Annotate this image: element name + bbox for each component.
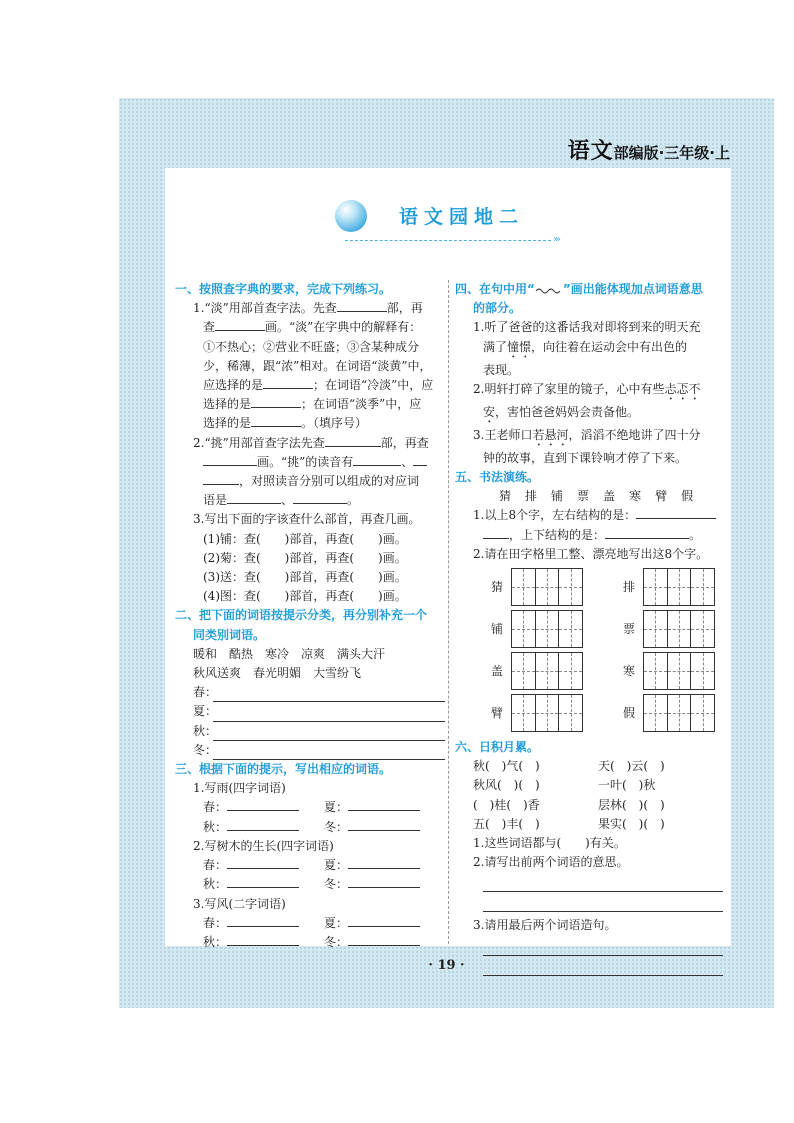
tianzige-grid[interactable] <box>643 652 715 690</box>
tianzige-grid[interactable] <box>511 694 583 732</box>
season-label: 秋： <box>193 723 218 738</box>
answer-blank[interactable] <box>353 453 401 466</box>
s4-q1-text: 表现。 <box>483 362 520 377</box>
grid-char-label: 臂 <box>491 706 504 721</box>
right-column <box>455 280 723 976</box>
answer-blank[interactable] <box>348 933 420 946</box>
season-label: 夏： <box>193 704 218 719</box>
section-1-heading: 一、按照查字典的要求，完成下列练习。 <box>175 282 392 296</box>
wavy-line-icon <box>535 286 563 294</box>
dotted-word: 安 <box>483 404 496 419</box>
grid-char-label: 排 <box>623 580 636 595</box>
s4-q2-text: 2.明轩打碎了家里的镜子，心中有些 <box>473 381 665 396</box>
dotted-word: 若悬河 <box>532 427 569 442</box>
practice-char: 排 <box>525 489 538 504</box>
section-4-heading <box>455 280 723 299</box>
ball-icon <box>335 200 367 232</box>
season-label: 夏： <box>324 800 349 815</box>
s1-q2-text: 、 <box>281 493 294 508</box>
book-header <box>568 134 730 165</box>
practice-char: 寒 <box>629 489 642 504</box>
s4-q1-text: 1.听了爸爸的这番话我对即将到来的明天充 <box>473 320 701 335</box>
s4-heading-text: 四、在句中用“ <box>455 282 535 296</box>
s6-q2: 2.请写出前两个词语的意思。 <box>473 855 629 870</box>
season-label: 冬： <box>193 742 218 757</box>
s1-q3-item: (1)铺：查( )部首，再查( )画。 <box>203 531 407 546</box>
s5-q1-text: ，上下结构的是： <box>509 527 606 542</box>
s4-q3-text: 3.王老师口 <box>473 427 533 442</box>
answer-blank[interactable] <box>293 491 347 504</box>
answer-blank[interactable] <box>227 798 299 811</box>
s1-q2-text: 。 <box>347 493 360 508</box>
answer-blank[interactable] <box>227 818 299 831</box>
idiom-blank: 秋风( )( ) <box>473 778 540 793</box>
answer-line[interactable] <box>213 704 445 722</box>
practice-char: 臂 <box>655 489 668 504</box>
page-title: 语文园地二 <box>399 206 525 228</box>
dotted-word: 忐忑不 <box>664 381 701 396</box>
grid-char-label: 铺 <box>491 622 504 637</box>
s6-q3: 3.请用最后两个词语造句。 <box>473 918 617 933</box>
s1-q1-text: 。（填序号） <box>301 416 368 431</box>
s1-q3 <box>175 510 445 606</box>
answer-line[interactable] <box>483 892 723 912</box>
tianzige-row <box>455 566 723 608</box>
answer-line[interactable] <box>483 936 723 956</box>
answer-blank[interactable] <box>337 299 387 312</box>
season-label: 春： <box>203 800 228 815</box>
header-subject: 语文 <box>567 139 614 164</box>
season-label: 夏： <box>324 858 349 873</box>
tianzige-grid[interactable] <box>643 568 715 606</box>
title-underline <box>345 240 551 241</box>
s1-q2-text: 语是 <box>203 493 228 508</box>
answer-blank[interactable] <box>605 526 689 539</box>
s4-q1 <box>455 318 723 379</box>
section-3-heading: 三、根据下面的提示，写出相应的词语。 <box>175 762 392 777</box>
answer-line[interactable] <box>213 742 445 760</box>
answer-blank[interactable] <box>227 491 281 504</box>
idiom-blank: 果实( )( ) <box>598 816 665 831</box>
tianzige-row <box>455 608 723 650</box>
left-column <box>175 280 445 952</box>
s1-q1-text: 选择的是 <box>203 416 252 431</box>
s1-q2 <box>175 434 445 511</box>
answer-line[interactable] <box>213 684 445 702</box>
s1-q2-text: 部，再查 <box>380 435 429 450</box>
s2-word-list: 秋风送爽 春光明媚 大雪纷飞 <box>193 666 362 681</box>
s1-q3-intro: 3.写出下面的字该查什么部首，再查几画。 <box>193 512 421 527</box>
title-block <box>335 198 575 248</box>
s1-q2-text: 、 <box>401 454 414 469</box>
s1-q2-text: 2.“挑”用部首查字法先查 <box>193 435 325 450</box>
grid-char-label: 猜 <box>491 580 504 595</box>
s1-q1-text: 选择的是 <box>203 397 252 412</box>
section-4-heading-cont: 的部分。 <box>473 301 522 316</box>
s3-group-1 <box>175 779 445 837</box>
idiom-blank: ( )桂( )香 <box>473 797 540 812</box>
s5-q2: 2.请在田字格里工整、漂亮地写出这8个字。 <box>473 546 709 561</box>
practice-char: 假 <box>681 489 694 504</box>
dotted-word: 憧憬 <box>507 339 532 354</box>
grid-char-label: 盖 <box>491 664 504 679</box>
idiom-blank: 五( )丰( ) <box>473 816 540 831</box>
answer-blank[interactable] <box>413 453 427 466</box>
content-panel <box>165 168 731 949</box>
s3-group-label: 3.写风(二字词语) <box>193 896 286 911</box>
s1-q1-text: 画。“淡”在字典中的解释有： <box>265 320 422 335</box>
practice-char: 票 <box>577 489 590 504</box>
season-label: 冬： <box>324 934 349 949</box>
answer-blank[interactable] <box>325 434 381 447</box>
s1-q1-text: 1.“淡”用部首查字法。先查 <box>193 301 337 316</box>
s1-q1-text: ；在词语“冷淡”中，应 <box>313 378 434 393</box>
season-label: 冬： <box>324 819 349 834</box>
section-2-heading: 二、把下面的词语按提示分类，再分别补充一个 <box>175 608 428 623</box>
answer-blank[interactable] <box>251 414 301 427</box>
answer-blank[interactable] <box>348 818 420 831</box>
season-label: 春： <box>193 685 218 700</box>
practice-char: 猜 <box>499 489 512 504</box>
answer-line[interactable] <box>483 872 723 892</box>
arrow-icon: ››› <box>553 234 559 245</box>
season-label: 秋： <box>203 819 228 834</box>
season-label: 春： <box>203 858 228 873</box>
section-2-heading-cont: 同类别词语。 <box>193 627 266 642</box>
answer-blank[interactable] <box>348 914 420 927</box>
s4-q2-text: ，害怕爸爸妈妈会责备他。 <box>495 404 640 419</box>
section-5-heading: 五、书法演练。 <box>455 470 540 485</box>
s4-heading-text: ”画出能体现加点词语意思 <box>562 282 703 296</box>
s2-word-list: 暖和 酷热 寒冷 凉爽 满头大汗 <box>193 646 386 661</box>
answer-blank[interactable] <box>203 472 239 485</box>
s1-q1-text: 少，稀薄，跟“浓”相对。在词语“淡黄”中， <box>203 358 432 373</box>
answer-blank[interactable] <box>348 856 420 869</box>
s4-q3-text: 钟的故事，直到下课铃响才停了下来。 <box>483 450 688 465</box>
s3-group-2 <box>175 837 445 895</box>
idiom-blank: 天( )云( ) <box>598 759 665 774</box>
s1-q2-text: 画。“挑”的读音有 <box>257 454 354 469</box>
s1-q1-text: 应选择的是 <box>203 378 264 393</box>
answer-blank[interactable] <box>636 506 716 519</box>
s5-q1-text: 1.以上8个字，左右结构的是： <box>473 508 637 523</box>
practice-char: 铺 <box>551 489 564 504</box>
answer-blank[interactable] <box>251 395 301 408</box>
tianzige-grid[interactable] <box>643 694 715 732</box>
s1-q1-text: ；在词语“淡季”中，应 <box>301 397 422 412</box>
s6-q1: 1.这些词语都与( )有关。 <box>473 836 626 851</box>
season-label: 秋： <box>203 934 228 949</box>
tianzige-grid[interactable] <box>643 610 715 648</box>
answer-blank[interactable] <box>227 856 299 869</box>
answer-blank[interactable] <box>227 914 299 927</box>
answer-blank[interactable] <box>227 875 299 888</box>
s3-group-3 <box>175 895 445 953</box>
season-label: 冬： <box>324 877 349 892</box>
tianzige-row <box>455 650 723 692</box>
s1-q1 <box>175 299 445 433</box>
s1-q2-text: ，对照读音分别可以组成的对应词 <box>239 474 420 489</box>
grid-char-label: 票 <box>623 622 636 637</box>
answer-blank[interactable] <box>263 376 313 389</box>
answer-blank[interactable] <box>483 526 509 539</box>
page-number: · 19 · <box>428 958 465 973</box>
answer-blank[interactable] <box>215 318 265 331</box>
page-frame <box>119 98 774 1008</box>
season-label: 秋： <box>203 877 228 892</box>
s1-q3-item: (3)送：查( )部首，再查( )画。 <box>203 570 407 585</box>
tianzige-grid[interactable] <box>511 568 583 606</box>
answer-blank[interactable] <box>227 933 299 946</box>
idiom-blank: 一叶( )秋 <box>598 778 656 793</box>
answer-line[interactable] <box>213 723 445 741</box>
idiom-blank: 秋( )气( ) <box>473 759 540 774</box>
idiom-blank: 层林( )( ) <box>598 797 665 812</box>
s5-q1 <box>455 506 723 544</box>
s1-q1-text: 查 <box>203 320 216 335</box>
s1-q1-text: 部，再 <box>386 301 423 316</box>
s4-q1-text: 满了 <box>483 339 508 354</box>
answer-blank[interactable] <box>203 453 257 466</box>
s4-q1-text: ，向往着在运动会中有出色的 <box>531 339 688 354</box>
s4-q3 <box>455 426 723 468</box>
s5-char-list <box>455 487 723 506</box>
column-divider <box>448 280 449 944</box>
grid-char-label: 寒 <box>623 664 636 679</box>
s1-q3-item: (2)菊：查( )部首，再查( )画。 <box>203 550 407 565</box>
s6-idioms <box>455 757 723 834</box>
header-edition: 部编版·三年级·上 <box>613 144 730 162</box>
grid-char-label: 假 <box>623 706 636 721</box>
tianzige-grid[interactable] <box>511 652 583 690</box>
season-label: 春： <box>203 915 228 930</box>
section-6-heading: 六、日积月累。 <box>455 740 540 755</box>
s4-q2 <box>455 380 723 426</box>
tianzige-grid[interactable] <box>511 610 583 648</box>
tianzige-row <box>455 692 723 734</box>
s4-q3-text: ，滔滔不绝地讲了四十分 <box>568 427 701 442</box>
practice-char: 盖 <box>603 489 616 504</box>
season-label: 夏： <box>324 915 349 930</box>
answer-blank[interactable] <box>348 798 420 811</box>
s2-answers <box>175 683 445 760</box>
tianzige-area <box>455 566 723 738</box>
answer-blank[interactable] <box>348 875 420 888</box>
s1-q1-text: ①不热心；②营业不旺盛；③含某种成分 <box>203 339 420 354</box>
s3-group-label: 2.写树木的生长(四字词语) <box>193 838 334 853</box>
s5-q1-text: 。 <box>689 527 702 542</box>
s1-q3-item: (4)图：查( )部首，再查( )画。 <box>203 589 407 604</box>
s3-group-label: 1.写雨(四字词语) <box>193 781 286 796</box>
